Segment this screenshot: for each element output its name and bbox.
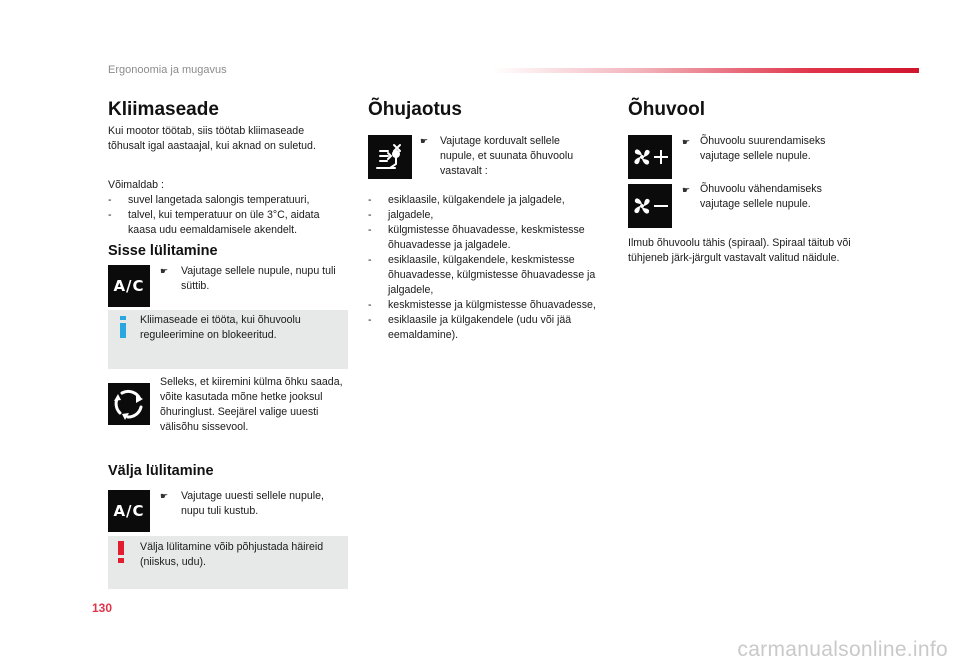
page-number: 130 bbox=[92, 601, 113, 615]
list-item: - jalgadele, bbox=[368, 208, 603, 223]
list-item: - esiklaasile ja külgakendele (udu või jää eemaldamine). bbox=[368, 313, 603, 343]
air-distribution-icon bbox=[368, 135, 412, 179]
arrow-bullet-icon: ☛ bbox=[420, 136, 429, 146]
recirculation-text: Selleks, et kiiremini külma õhku saada, võite kasutada mõne hetke jooksul õhuringlust. Seejärel valige uuesti välisõhu sissevool. bbox=[160, 376, 343, 433]
ac-label: A/C bbox=[113, 277, 145, 295]
on-step-text: Vajutage sellele nupule, nupu tuli süttib. bbox=[181, 265, 336, 292]
allows-block bbox=[108, 178, 348, 238]
fan-decrease-icon bbox=[628, 184, 672, 228]
ac-button-icon bbox=[108, 490, 150, 532]
arrow-bullet-icon: ☛ bbox=[682, 185, 691, 195]
valja-lulitamine-heading: Välja lülitamine bbox=[108, 463, 214, 479]
info-note-text: Kliimaseade ei tööta, kui õhuvoolu reguleerimine on blokeeritud. bbox=[140, 314, 301, 341]
arrow-bullet-icon: ☛ bbox=[160, 266, 169, 276]
ohujaotus-title: Õhujaotus bbox=[368, 99, 462, 120]
air-recirculation-icon bbox=[108, 383, 150, 425]
warning-note-text: Välja lülitamine võib põhjustada häireid (niiskus, udu). bbox=[140, 541, 324, 568]
airflow-note-text: Ilmub õhuvoolu tähis (spiraal). Spiraal täitub või tühjeneb järk-järgult vastavalt valitud näidule. bbox=[628, 237, 851, 264]
off-step-text: Vajutage uuesti sellele nupule, nupu tuli kustub. bbox=[181, 490, 324, 517]
list-item: - suvel langetada salongis temperatuuri, bbox=[108, 193, 348, 208]
list-item: - esiklaasile, külgakendele ja jalgadele, bbox=[368, 193, 603, 208]
allows-label: Võimaldab : bbox=[108, 179, 164, 191]
info-note-box bbox=[108, 310, 348, 369]
ohuvool-title: Õhuvool bbox=[628, 99, 706, 120]
fan-increase-icon bbox=[628, 135, 672, 179]
arrow-bullet-icon: ☛ bbox=[160, 491, 169, 501]
sisse-lulitamine-heading: Sisse lülitamine bbox=[108, 243, 218, 259]
ac-button-icon bbox=[108, 265, 150, 307]
warning-icon bbox=[117, 541, 125, 563]
distribution-step-text: Vajutage korduvalt sellele nupule, et suunata õhuvoolu vastavalt : bbox=[440, 135, 574, 177]
watermark: carmanualsonline.info bbox=[737, 638, 948, 661]
list-item: - esiklaasile, külgakendele, keskmistesse õhuavadesse, külgmistesse õhuavadesse ja jalgadele, bbox=[368, 253, 603, 298]
header-accent-bar bbox=[492, 68, 919, 73]
fan-increase-text: Õhuvoolu suurendamiseks vajutage sellele nupule. bbox=[700, 135, 826, 162]
list-item: - talvel, kui temperatuur on üle 3°C, aidata kaasa udu eemaldamisele akendelt. bbox=[108, 208, 348, 238]
allows-list bbox=[108, 193, 348, 238]
fan-decrease-text: Õhuvoolu vähendamiseks vajutage sellele nupule. bbox=[700, 183, 822, 210]
ac-label: A/C bbox=[113, 502, 145, 520]
info-icon bbox=[118, 316, 128, 338]
list-item: - keskmistesse ja külgmistesse õhuavadesse, bbox=[368, 298, 603, 313]
distribution-list bbox=[368, 193, 603, 343]
warning-note-box bbox=[108, 536, 348, 589]
arrow-bullet-icon: ☛ bbox=[682, 137, 691, 147]
kliimaseade-intro: Kui mootor töötab, siis töötab kliimaseade tõhusalt igal aastaajal, kui aknad on suletud. bbox=[108, 125, 316, 152]
kliimaseade-title: Kliimaseade bbox=[108, 99, 219, 120]
section-title: Ergonoomia ja mugavus bbox=[108, 64, 227, 76]
list-item: - külgmistesse õhuavadesse, keskmistesse õhuavadesse ja jalgadele. bbox=[368, 223, 603, 253]
